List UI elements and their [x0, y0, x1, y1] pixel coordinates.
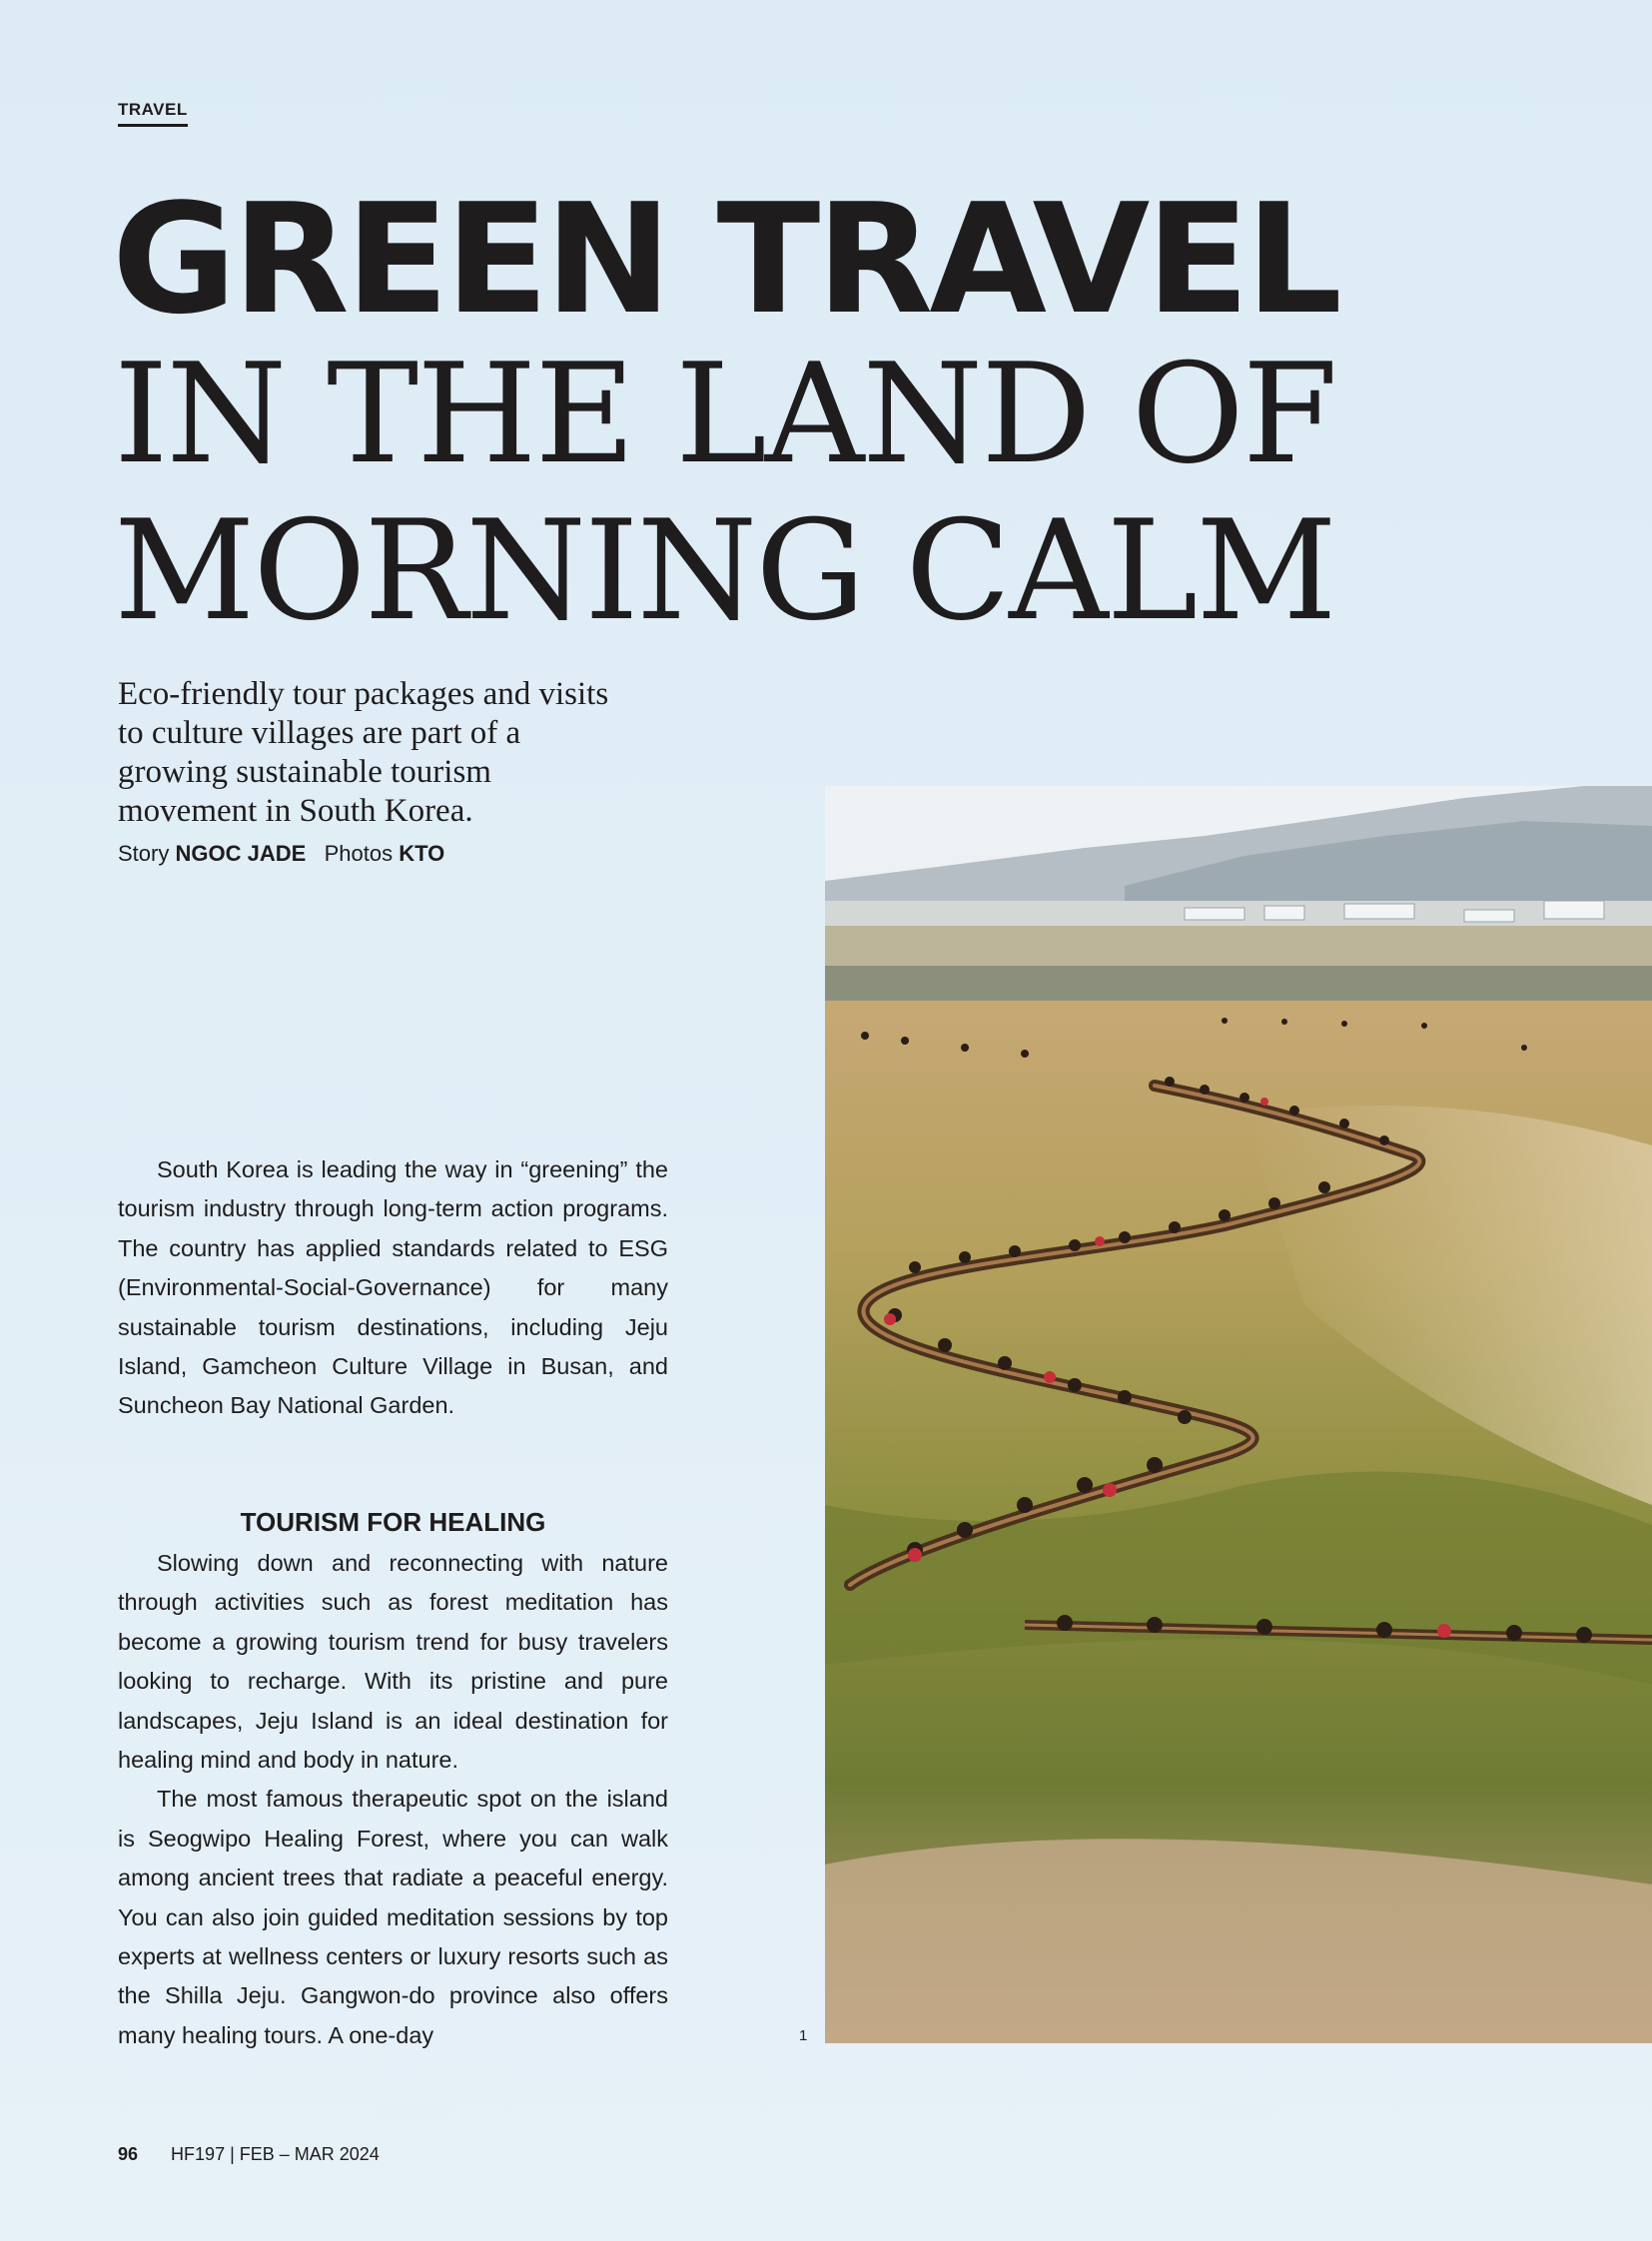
photos-author: KTO: [399, 841, 445, 866]
story-label: Story: [118, 841, 170, 866]
subhead: TOURISM FOR HEALING: [240, 1507, 546, 1537]
body-column-part-2: [118, 1544, 668, 2055]
title-line-3: MORNING CALM: [114, 490, 1335, 651]
reed-field-photo: [825, 786, 1652, 2043]
page-number: 96: [118, 2144, 139, 2164]
article-deck: Eco-friendly tour packages and visits to culture villages are part of a growing sustainable tourism movement in South Korea.: [118, 676, 609, 829]
page-footer: [118, 2144, 380, 2165]
paragraph-2: Slowing down and reconnecting with nature through activities such as forest meditation has become a growing tourism trend for busy travelers looking to recharge. With its pristine and pure landscapes, Jeju Island is an ideal destination for healing mind and body in nature.: [118, 1550, 668, 1774]
section-tag: TRAVEL: [118, 100, 188, 127]
story-author: NGOC JADE: [175, 841, 307, 866]
paragraph-1: South Korea is leading the way in “greening” the tourism industry through long-term action programs. The country has applied standards related to ESG (Environmental-Social-Governance) for many sustainable tourism destinations, including Jeju Island, Gamcheon Culture Village in Busan, and Suncheon Bay National Garden.: [118, 1156, 668, 1419]
issue-info: HF197 | FEB – MAR 2024: [171, 2144, 380, 2164]
photo-caption-number: 1: [799, 2027, 808, 2044]
title-line-2: IN THE LAND OF: [114, 334, 1336, 494]
credits: [118, 841, 444, 867]
photos-label: Photos: [324, 841, 394, 866]
paragraph-3: The most famous therapeutic spot on the island is Seogwipo Healing Forest, where you can walk among ancient trees that radiate a peaceful energy. You can also join guided meditation sessions by top experts at wellness centers or luxury resorts such as the Shilla Jeju. Gangwon-do province also offers many healing tours. A one-day: [118, 1786, 668, 2048]
body-column-part-1: [118, 1150, 668, 1426]
title-line-1: GREEN TRAVEL: [112, 171, 1338, 348]
